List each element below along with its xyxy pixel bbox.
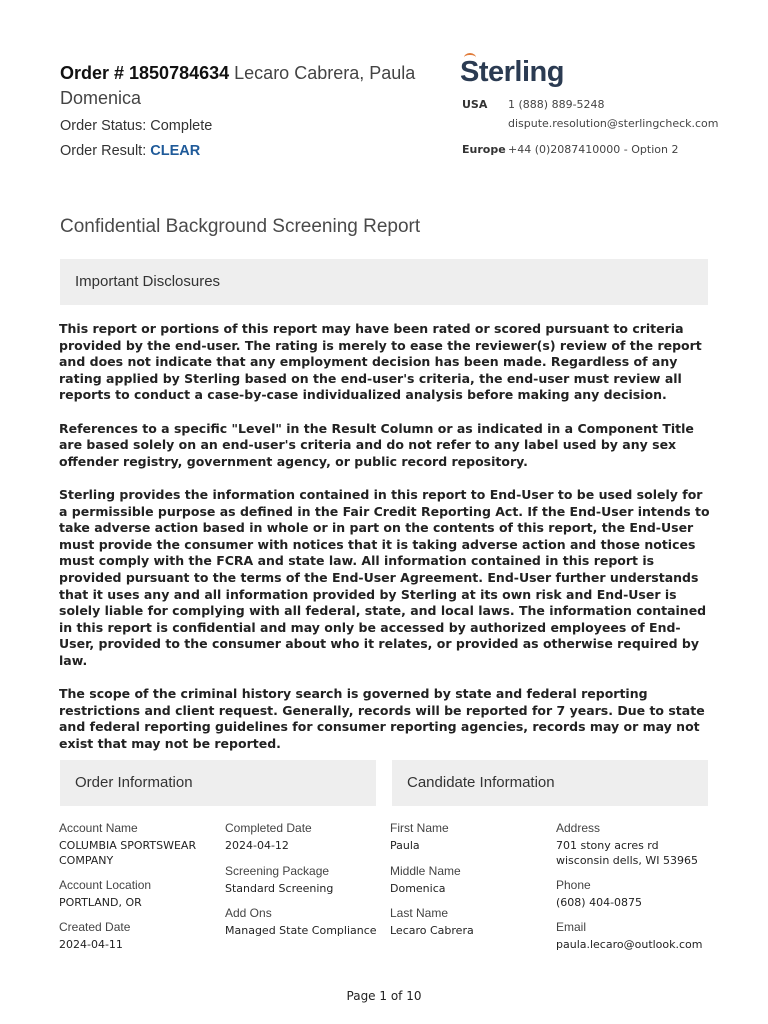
disclosures-body [59,321,711,769]
account-location-value: PORTLAND, OR [59,896,142,909]
last-name-label: Last Name [390,906,449,920]
completed-date-label: Completed Date [225,821,312,835]
order-result [60,143,200,159]
address-line2: wisconsin dells, WI 53965 [556,854,698,867]
phone-value: (608) 404-0875 [556,896,643,909]
add-ons-field [225,906,385,938]
phone-field [556,878,716,910]
contact-europe-phone: +44 (0)2087410000 - Option 2 [508,143,679,156]
add-ons-label: Add Ons [225,906,272,920]
candidate-name: Lecaro Cabrera, Paula Domenica [60,63,416,108]
account-location-label: Account Location [59,878,152,892]
screening-package-label: Screening Package [225,864,330,878]
disclosure-paragraph: This report or portions of this report may have been rated or scored pursuant to criteria provided by the end-user. The rating is merely to ease the reviewer(s) review of the report and does not indicate that any employment decision has been made. Regardless of any rating applied by Sterling based on the end-user's criteria, the end-user must review all reports to conduct a case-by-case individualized analysis before making any decision. [59,321,702,403]
middle-name-value: Domenica [390,882,446,895]
contact-region-europe: Europe [462,143,506,156]
first-name-field [390,821,550,853]
address-label: Address [556,821,601,835]
screening-package-value: Standard Screening [225,882,334,895]
sterling-logo [460,56,564,89]
logo-arc-icon [464,53,476,62]
completed-date-field [225,821,385,853]
email-value[interactable]: paula.lecaro@outlook.com [556,938,703,951]
account-name-value: COLUMBIA SPORTSWEAR COMPANY [59,839,197,867]
last-name-value: Lecaro Cabrera [390,924,474,937]
order-result-value: CLEAR [150,143,201,159]
report-title: Confidential Background Screening Report [60,216,421,237]
disclosure-paragraph: Sterling provides the information contained in this report to End-User to be used solely for a permissible purpose as defined in the Fair Credit Reporting Act. If the End-User intends to take adverse action based in whole or in part on the contents of this report, the End-User must provide the consumer with notices that it is taking adverse action and those notices must comply with the FCRA and state law. All information contained in this report is provided pursuant to the terms of the End-User Agreement. End-User further understands that it uses any and all information provided by Sterling at its own risk and End-User is solely liable for complying with all federal, state, and local laws. The information contained in this report is confidential and may only be accessed by authorized employees of End-User, provided to the consumer about who it relates, or provided as otherwise required by law. [59,486,710,668]
created-date-label: Created Date [59,920,131,934]
candidate-information-header: Candidate Information [392,760,708,806]
logo-mark [460,56,564,89]
last-name-field [390,906,550,938]
middle-name-label: Middle Name [390,864,461,878]
order-result-label: Order Result: [60,143,151,159]
order-status-value: Complete [150,118,213,134]
disclosure-paragraph: References to a specific "Level" in the Result Column or as indicated in a Component Title are based solely on an end-user's criteria and do not refer to any label used by any sex offender registry, government agency, or public record repository. [59,420,694,469]
order-status [60,118,212,134]
disclosure-paragraph: The scope of the criminal history search is governed by state and federal reporting restrictions and client request. Generally, records will be reported for 7 years. Due to state and federal reporting guidelines for consumer reporting agencies, records may or may not exist that may not be reported. [59,686,705,751]
page-number: Page 1 of 10 [346,989,422,1003]
order-status-label: Order Status: [60,118,151,134]
order-number: Order # 1850784634 [60,63,230,83]
contact-usa-email[interactable]: dispute.resolution@sterlingcheck.com [508,117,719,130]
order-title [60,61,440,111]
email-field [556,920,716,952]
logo-text: Sterling [460,56,564,88]
contact-usa-phone: 1 (888) 889-5248 [508,98,605,111]
order-information-header: Order Information [60,760,376,806]
phone-label: Phone [556,878,591,892]
completed-date-value: 2024-04-12 [225,839,289,852]
created-date-value: 2024-04-11 [59,938,123,951]
first-name-label: First Name [390,821,449,835]
account-name-label: Account Name [59,821,138,835]
address-field [556,821,716,868]
middle-name-field [390,864,550,896]
created-date-field [59,920,219,952]
screening-package-field [225,864,385,896]
add-ons-value: Managed State Compliance [225,924,377,937]
account-name-field [59,821,219,868]
contact-region-usa: USA [462,98,488,111]
account-location-field [59,878,219,910]
disclosures-header: Important Disclosures [60,259,708,305]
email-label: Email [556,920,587,934]
address-line1: 701 stony acres rd [556,839,659,852]
first-name-value: Paula [390,839,420,852]
